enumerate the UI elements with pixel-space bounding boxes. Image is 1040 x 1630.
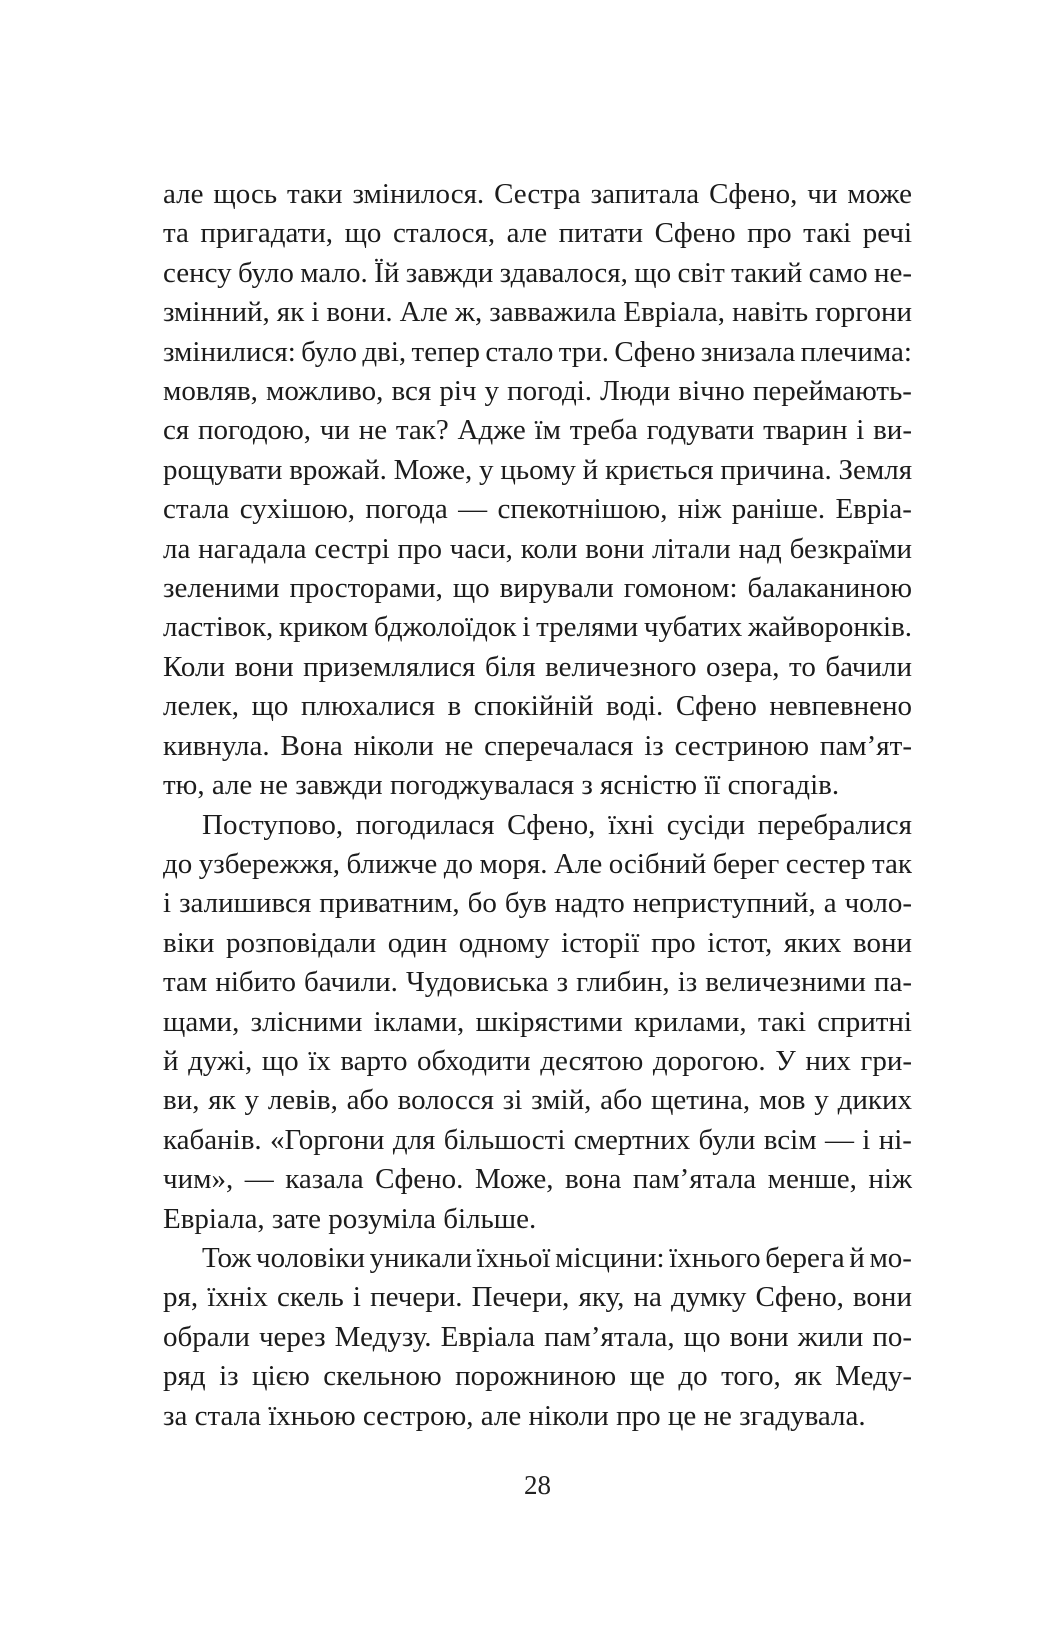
text-line-content: ви, як у левів, або волосся зі змій, або щетина, мов у диких [163, 1084, 912, 1117]
text-line-content: і залишився приватним, бо був надто неприступний, а чоло- [163, 887, 912, 920]
text-line-content: чим», — казала Сфено. Може, вона пам’ятала менше, ніж [163, 1163, 912, 1196]
text-line [163, 530, 912, 569]
text-line [163, 1042, 912, 1081]
text-line-content: до узбережжя, ближче до моря. Але осібний берег сестер так [163, 847, 912, 880]
text-line [163, 1081, 912, 1120]
text-line-content: віки розповідали один одному історії про істот, яких вони [163, 926, 913, 959]
text-line [163, 451, 912, 490]
text-line [163, 727, 912, 766]
text-line-content: та пригадати, що сталося, але питати Сфено про такі речі [163, 217, 913, 250]
text-line-content: й дужі, що їх варто обходити десятою дорогою. У них гри- [163, 1044, 912, 1077]
text-line [163, 1357, 912, 1396]
text-line [163, 254, 912, 293]
text-line [163, 569, 912, 608]
text-line-content: ла нагадала сестрі про часи, коли вони літали над безкраїми [163, 532, 913, 565]
text-line [163, 214, 912, 253]
text-line-content: змінний, як і вони. Але ж, завважила Евріала, навіть горгони [163, 296, 913, 329]
text-line [163, 608, 912, 647]
text-line-content: кабанів. «Горгони для більшості смертних були всім — і ні- [163, 1123, 912, 1156]
text-line-content: обрали через Медузу. Евріала пам’ятала, що вони жили по- [163, 1320, 912, 1353]
text-line-content: але щось таки змінилося. Сестра запитала Сфено, чи може [163, 178, 913, 210]
text-line [163, 293, 912, 332]
text-line-content: Поступово, погодилася Сфено, їхні сусіди перебралися [202, 808, 912, 841]
text-line [163, 372, 912, 411]
text-line-content: щами, злісними іклами, шкірястими крилами, такі спритні [163, 1005, 912, 1038]
paragraph [163, 806, 912, 1239]
text-line-content: лелек, що плюхалися в спокійній воді. Сфено невпевнено [163, 690, 912, 723]
text-line-content: ся погодою, чи не так? Адже їм треба годувати тварин і ви- [163, 414, 912, 447]
text-line-content: за стала їхньою сестрою, але ніколи про це не згадувала. [163, 1399, 866, 1432]
text-line-content: Тож чоловіки уникали їхньої місцини: їхнього берега й мо- [202, 1241, 912, 1274]
text-line-content: ря, їхніх скель і печери. Печери, яку, на думку Сфено, вони [163, 1281, 912, 1314]
text-line-content: сенсу було мало. Їй завжди здавалося, що світ такий само не- [163, 256, 913, 289]
text-line-content: там нібито бачили. Чудовиська з глибин, із величезними па- [163, 966, 912, 999]
text-line [163, 884, 912, 923]
page-text [163, 175, 912, 1436]
text-line-content: тю, але не завжди погоджувалася з ясністю її спогадів. [163, 769, 840, 802]
text-line [163, 766, 912, 805]
text-line-content: мовляв, можливо, вся річ у погоді. Люди вічно переймають- [163, 375, 912, 408]
text-line [163, 648, 912, 687]
text-line [163, 1278, 912, 1317]
text-line [163, 1200, 912, 1239]
text-line-content: Евріала, зате розуміла більше. [163, 1202, 537, 1235]
text-line [163, 411, 912, 450]
text-line-content: рощувати врожай. Може, у цьому й криється причина. Земля [163, 453, 913, 486]
text-line-content: зеленими просторами, що вирували гомоном: балаканиною [163, 572, 912, 605]
text-line-content: змінилися: було дві, тепер стало три. Сфено знизала плечима: [163, 335, 912, 368]
text-line [163, 963, 912, 1002]
text-line-content: ряд із цією скельною порожниною ще до того, як Меду- [163, 1360, 912, 1393]
text-line-content: кивнула. Вона ніколи не сперечалася із сестриною пам’ят- [163, 729, 912, 762]
text-line-content: Коли вони приземлялися біля величезного озера, то бачили [163, 650, 912, 683]
text-line [163, 333, 912, 372]
text-line [163, 924, 912, 963]
text-line [163, 1318, 912, 1357]
text-line [163, 1239, 912, 1278]
paragraph [163, 175, 912, 806]
text-line [163, 806, 912, 845]
text-line [163, 845, 912, 884]
text-line [163, 175, 912, 214]
text-line [163, 1003, 912, 1042]
text-line [163, 490, 912, 529]
text-line [163, 1397, 912, 1436]
page-number: 28 [524, 1470, 551, 1500]
text-line-content: стала сухішою, погода — спекотнішою, ніж раніше. Евріа- [163, 493, 912, 526]
text-line [163, 687, 912, 726]
paragraph [163, 1239, 912, 1436]
text-line-content: ластівок, криком бджолоїдок і трелями чубатих жайворонків. [163, 611, 913, 644]
text-line [163, 1121, 912, 1160]
text-line [163, 1160, 912, 1199]
